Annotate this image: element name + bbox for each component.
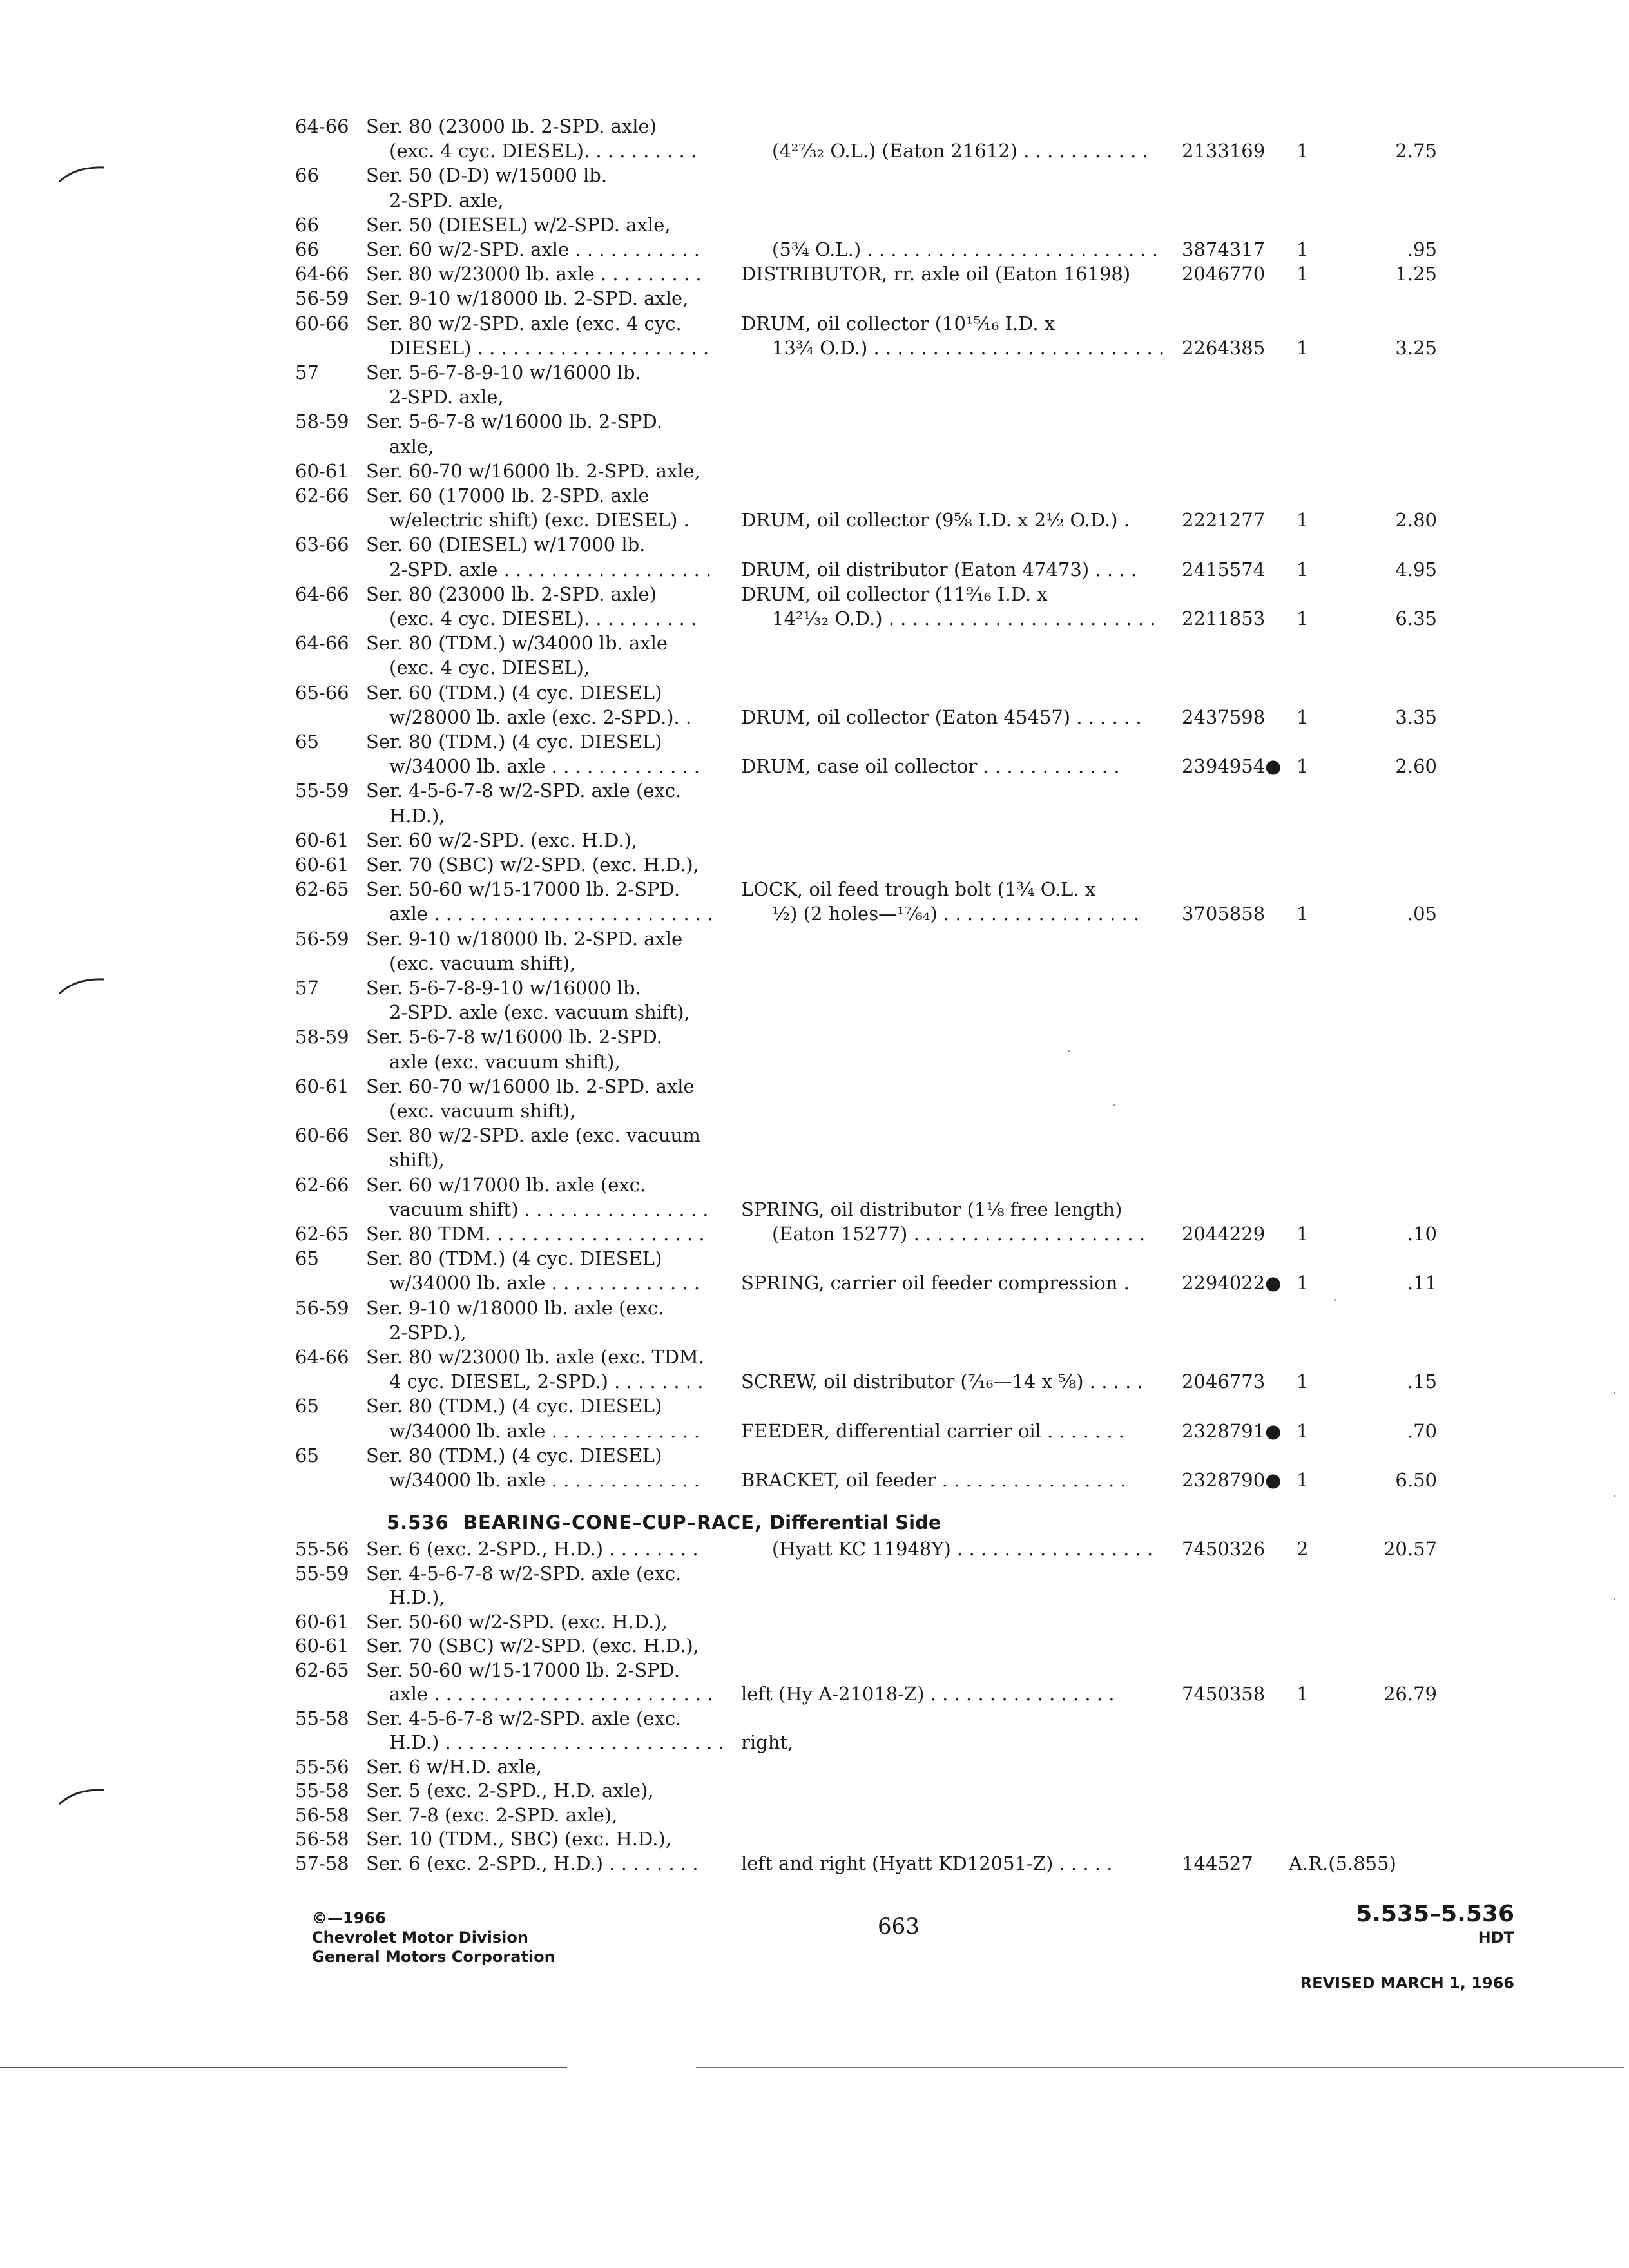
- list-item: [0, 408, 1629, 434]
- list-item: [0, 803, 1629, 829]
- application: Ser. 80 (TDM.) (4 cyc. DIESEL): [366, 731, 662, 753]
- application: Ser. 60-70 w/16000 lb. 2-SPD. axle,: [366, 459, 700, 482]
- division-name: Chevrolet Motor Division: [312, 1928, 528, 1946]
- application: Ser. 10 (TDM., SBC) (exc. H.D.),: [366, 1828, 671, 1850]
- part-number: 2133169: [1182, 140, 1266, 162]
- model-years: 57: [295, 361, 319, 383]
- page-edge-line: [696, 2067, 1624, 2068]
- list-item: [0, 261, 1629, 287]
- application: Ser. 80 (TDM.) (4 cyc. DIESEL): [366, 1247, 662, 1270]
- part-number: 2328791●: [1182, 1419, 1282, 1442]
- list-item: [0, 1802, 1629, 1828]
- list-price: 6.35: [1395, 608, 1437, 629]
- list-item: [0, 1245, 1629, 1271]
- list-price: 26.79: [1383, 1683, 1437, 1705]
- model-years: 64-66: [295, 582, 349, 605]
- model-years: 66: [295, 213, 319, 236]
- list-item: [0, 507, 1629, 533]
- part-number: 2394954●: [1182, 755, 1282, 778]
- application: (exc. 4 cyc. DIESEL). . . . . . . . . .: [389, 608, 697, 629]
- application: Ser. 5-6-7-8-9-10 w/16000 lb.: [366, 977, 641, 999]
- list-item: [0, 212, 1629, 238]
- part-description: SPRING, oil distributor (1⅛ free length): [741, 1198, 1123, 1220]
- list-item: [0, 1584, 1629, 1610]
- application: Ser. 50 (DIESEL) w/2-SPD. axle,: [366, 213, 671, 236]
- part-number: 2211853: [1182, 608, 1266, 629]
- model-years: 60-61: [295, 829, 349, 851]
- quantity: 1: [1296, 1469, 1309, 1491]
- list-item: [0, 311, 1629, 336]
- list-item: [0, 1221, 1629, 1247]
- part-description: (4²⁷⁄₃₂ O.L.) (Eaton 21612) . . . . . . . . . . .: [772, 140, 1148, 162]
- quantity: 1: [1296, 509, 1309, 532]
- application: Ser. 60 w/2-SPD. (exc. H.D.),: [366, 829, 638, 851]
- application: w/28000 lb. axle (exc. 2-SPD.). .: [389, 706, 692, 728]
- application: Ser. 80 (TDM.) w/34000 lb. axle: [366, 632, 668, 655]
- model-years: 62-66: [295, 1173, 349, 1196]
- application: Ser. 4-5-6-7-8 w/2-SPD. axle (exc.: [366, 1707, 682, 1729]
- application: H.D.),: [389, 1586, 445, 1608]
- part-description: DRUM, oil collector (10¹⁵⁄₁₆ I.D. x: [741, 312, 1055, 334]
- list-item: [0, 384, 1629, 410]
- revision-date: REVISED MARCH 1, 1966: [1300, 1974, 1514, 1992]
- application: Ser. 60 w/17000 lb. axle (exc.: [366, 1173, 646, 1196]
- list-item: [0, 778, 1629, 803]
- application: Ser. 50-60 w/15-17000 lb. 2-SPD.: [366, 1658, 680, 1681]
- list-item: [0, 1706, 1629, 1731]
- list-item: [0, 852, 1629, 878]
- application: w/34000 lb. axle . . . . . . . . . . . . .: [389, 1469, 700, 1491]
- part-description: LOCK, oil feed trough bolt (1¾ O.L. x: [741, 878, 1096, 901]
- model-years: 56-59: [295, 287, 349, 310]
- list-price: .70: [1407, 1419, 1437, 1442]
- application: 2-SPD. axle (exc. vacuum shift),: [389, 1001, 690, 1024]
- quantity: 1: [1296, 336, 1309, 359]
- list-price: 2.75: [1395, 140, 1437, 162]
- list-item: [0, 285, 1629, 311]
- scan-speck: [1113, 1104, 1115, 1106]
- scan-speck: [1334, 1299, 1336, 1301]
- list-item: [0, 1850, 1629, 1876]
- application: axle,: [389, 435, 434, 457]
- scan-speck: [1614, 1598, 1615, 1600]
- model-years: 56-58: [295, 1828, 349, 1850]
- application: 2-SPD. axle,: [389, 189, 504, 211]
- list-item: [0, 729, 1629, 754]
- part-description: (Hyatt KC 11948Y) . . . . . . . . . . . . . . . . .: [772, 1538, 1153, 1560]
- application: Ser. 80 w/23000 lb. axle . . . . . . . . .: [366, 263, 702, 285]
- model-years: 55-59: [295, 1562, 349, 1584]
- list-price: .05: [1407, 903, 1437, 925]
- part-description: FEEDER, differential carrier oil . . . . . . .: [741, 1419, 1125, 1442]
- application: (exc. 4 cyc. DIESEL),: [389, 657, 590, 679]
- list-item: [0, 680, 1629, 706]
- model-years: 64-66: [295, 1346, 349, 1368]
- model-years: 60-66: [295, 1124, 349, 1147]
- page-number: 663: [878, 1914, 920, 1939]
- application: shift),: [389, 1149, 445, 1171]
- list-item: [0, 1320, 1629, 1345]
- application: Ser. 80 (TDM.) (4 cyc. DIESEL): [366, 1395, 662, 1418]
- list-item: [0, 434, 1629, 459]
- model-years: 55-56: [295, 1538, 349, 1560]
- application: axle . . . . . . . . . . . . . . . . . . . . . . . .: [389, 1683, 713, 1705]
- list-item: [0, 827, 1629, 853]
- quantity: 1: [1296, 263, 1309, 285]
- part-description: (5¾ O.L.) . . . . . . . . . . . . . . . . . . . . . . . . .: [772, 238, 1159, 260]
- list-item: [0, 557, 1629, 582]
- model-years: 62-65: [295, 1658, 349, 1681]
- model-years: 56-58: [295, 1803, 349, 1826]
- model-years: 60-61: [295, 1635, 349, 1657]
- list-item: [0, 950, 1629, 976]
- quantity: 1: [1296, 755, 1309, 778]
- list-item: [0, 1270, 1629, 1296]
- list-item: [0, 162, 1629, 188]
- list-item: [0, 1049, 1629, 1075]
- part-description: DRUM, case oil collector . . . . . . . . . . . .: [741, 755, 1120, 778]
- application: Ser. 6 (exc. 2-SPD., H.D.) . . . . . . . .: [366, 1538, 699, 1560]
- copyright: ©—1966: [312, 1909, 386, 1927]
- application: w/34000 lb. axle . . . . . . . . . . . . .: [389, 1272, 700, 1294]
- list-price: 20.57: [1383, 1538, 1437, 1560]
- application: Ser. 5-6-7-8-9-10 w/16000 lb.: [366, 361, 641, 383]
- list-item: [0, 532, 1629, 557]
- list-price: 4.95: [1395, 558, 1437, 581]
- quantity: 2: [1296, 1538, 1309, 1560]
- application: vacuum shift) . . . . . . . . . . . . . . . .: [389, 1198, 709, 1220]
- section-subtitle: Differential Side: [769, 1512, 941, 1533]
- application: Ser. 60 (17000 lb. 2-SPD. axle: [366, 485, 650, 506]
- application: Ser. 50-60 w/2-SPD. (exc. H.D.),: [366, 1610, 668, 1633]
- model-years: 60-61: [295, 1610, 349, 1633]
- list-price: .15: [1407, 1370, 1437, 1393]
- part-description: 13¾ O.D.) . . . . . . . . . . . . . . . . . . . . . . . . .: [772, 336, 1165, 359]
- model-years: 64-66: [295, 632, 349, 655]
- model-years: 56-59: [295, 1296, 349, 1319]
- application: Ser. 80 w/2-SPD. axle (exc. 4 cyc.: [366, 312, 682, 334]
- model-years: 62-65: [295, 878, 349, 901]
- application: Ser. 6 w/H.D. axle,: [366, 1755, 542, 1778]
- part-number: 2294022●: [1182, 1272, 1282, 1294]
- application: Ser. 60 (TDM.) (4 cyc. DIESEL): [366, 681, 662, 704]
- model-years: 66: [295, 238, 319, 260]
- part-number: 2046770: [1182, 263, 1266, 285]
- page-edge-line: [0, 2067, 567, 2068]
- section-heading: [387, 1512, 941, 1533]
- model-years: 57-58: [295, 1852, 349, 1874]
- list-price: 1.25: [1395, 263, 1437, 285]
- margin-mark-icon: [57, 973, 108, 999]
- application: 4 cyc. DIESEL, 2-SPD.) . . . . . . . .: [389, 1370, 704, 1393]
- list-item: [0, 876, 1629, 902]
- part-description: DRUM, oil distributor (Eaton 47473) . . . .: [741, 558, 1137, 581]
- application: Ser. 9-10 w/18000 lb. 2-SPD. axle: [366, 927, 683, 950]
- model-years: 65: [295, 1247, 319, 1270]
- list-item: [0, 630, 1629, 656]
- list-item: [0, 1443, 1629, 1468]
- list-item: [0, 1172, 1629, 1198]
- application: Ser. 80 (TDM.) (4 cyc. DIESEL): [366, 1444, 662, 1466]
- quantity: 1: [1296, 1419, 1309, 1442]
- application: H.D.) . . . . . . . . . . . . . . . . . . . . . . . .: [389, 1731, 724, 1753]
- model-years: 62-66: [295, 485, 349, 506]
- model-years: 66: [295, 164, 319, 187]
- part-number: 2437598: [1182, 706, 1266, 728]
- part-description: DRUM, oil collector (Eaton 45457) . . . . . .: [741, 706, 1142, 728]
- quantity: 1: [1296, 238, 1309, 260]
- scan-speck: [1614, 1392, 1615, 1394]
- application: Ser. 70 (SBC) w/2-SPD. (exc. H.D.),: [366, 854, 699, 876]
- model-years: 55-56: [295, 1755, 349, 1778]
- model-years: 60-61: [295, 459, 349, 482]
- application: Ser. 5-6-7-8 w/16000 lb. 2-SPD.: [366, 1026, 662, 1048]
- model-years: 64-66: [295, 115, 349, 137]
- list-item: [0, 483, 1629, 508]
- part-description: 14²¹⁄₃₂ O.D.) . . . . . . . . . . . . . . . . . . . . . . .: [772, 608, 1156, 629]
- application: Ser. 50 (D-D) w/15000 lb.: [366, 164, 608, 187]
- quantity: 1: [1296, 1370, 1309, 1393]
- list-item: [0, 1681, 1629, 1707]
- list-item: [0, 999, 1629, 1025]
- list-price: 2.80: [1395, 509, 1437, 532]
- list-price: 3.25: [1395, 336, 1437, 359]
- scan-speck: [1614, 1495, 1615, 1497]
- part-number: 3705858: [1182, 903, 1266, 925]
- quantity: 1: [1296, 1272, 1309, 1294]
- model-years: 58-59: [295, 410, 349, 433]
- list-item: [0, 1196, 1629, 1222]
- list-item: [0, 236, 1629, 262]
- model-years: 62-65: [295, 1223, 349, 1245]
- part-description: BRACKET, oil feeder . . . . . . . . . . . . . . . .: [741, 1469, 1126, 1491]
- model-years: 60-61: [295, 854, 349, 876]
- quantity: 1: [1296, 608, 1309, 629]
- application: (exc. vacuum shift),: [389, 952, 576, 974]
- part-number: 2415574: [1182, 558, 1266, 581]
- list-item: [0, 1418, 1629, 1444]
- quantity: 1: [1296, 140, 1309, 162]
- list-item: [0, 1098, 1629, 1124]
- publisher-block: [312, 1908, 555, 1966]
- margin-mark-icon: [57, 1783, 108, 1809]
- list-item: [0, 335, 1629, 361]
- list-item: [0, 753, 1629, 779]
- model-years: 55-59: [295, 780, 349, 802]
- application: Ser. 80 TDM. . . . . . . . . . . . . . . . . . .: [366, 1223, 705, 1245]
- model-years: 57: [295, 977, 319, 999]
- list-item: [0, 926, 1629, 952]
- application: (exc. 4 cyc. DIESEL). . . . . . . . . .: [389, 140, 697, 162]
- application: 2-SPD. axle . . . . . . . . . . . . . . . . . .: [389, 558, 712, 581]
- application: Ser. 70 (SBC) w/2-SPD. (exc. H.D.),: [366, 1635, 699, 1657]
- model-years: 55-58: [295, 1780, 349, 1802]
- application: H.D.),: [389, 804, 445, 827]
- quantity: 1: [1296, 1683, 1309, 1705]
- list-item: [0, 1754, 1629, 1780]
- part-number: 2264385: [1182, 336, 1266, 359]
- quantity: 1: [1296, 1223, 1309, 1245]
- list-item: [0, 187, 1629, 213]
- part-description: (Eaton 15277) . . . . . . . . . . . . . . . . . . . .: [772, 1223, 1146, 1245]
- application: Ser. 60 (DIESEL) w/17000 lb.: [366, 533, 646, 556]
- application: Ser. 80 w/2-SPD. axle (exc. vacuum: [366, 1124, 700, 1147]
- application: Ser. 7-8 (exc. 2-SPD. axle),: [366, 1803, 618, 1826]
- list-item: [0, 1344, 1629, 1370]
- list-item: [0, 1369, 1629, 1394]
- corporation-name: General Motors Corporation: [312, 1948, 555, 1966]
- application: w/electric shift) (exc. DIESEL) .: [389, 509, 689, 532]
- list-item: [0, 1073, 1629, 1099]
- list-item: [0, 1147, 1629, 1173]
- application: Ser. 5-6-7-8 w/16000 lb. 2-SPD.: [366, 410, 662, 433]
- part-description: DRUM, oil collector (9⅝ I.D. x 2½ O.D.) .: [741, 509, 1130, 532]
- list-item: [0, 458, 1629, 484]
- part-number: 2328790●: [1182, 1469, 1282, 1491]
- application: axle . . . . . . . . . . . . . . . . . . . . . . . .: [389, 903, 713, 925]
- application: Ser. 60-70 w/16000 lb. 2-SPD. axle: [366, 1075, 695, 1097]
- model-years: 64-66: [295, 263, 349, 285]
- application: w/34000 lb. axle . . . . . . . . . . . . .: [389, 1419, 700, 1442]
- list-item: [0, 1536, 1629, 1562]
- model-years: 58-59: [295, 1026, 349, 1048]
- section-range: 5.535–5.536: [1356, 1901, 1514, 1927]
- application: Ser. 5 (exc. 2-SPD., H.D. axle),: [366, 1780, 654, 1802]
- margin-mark-icon: [57, 161, 108, 187]
- model-years: 65-66: [295, 681, 349, 704]
- application: 2-SPD.),: [389, 1321, 467, 1343]
- list-item: [0, 581, 1629, 607]
- scan-speck: [1068, 1050, 1070, 1052]
- application: Ser. 60 w/2-SPD. axle . . . . . . . . . . .: [366, 238, 700, 260]
- list-price: 6.50: [1395, 1469, 1437, 1491]
- model-years: 60-66: [295, 312, 349, 334]
- application: Ser. 4-5-6-7-8 w/2-SPD. axle (exc.: [366, 1562, 682, 1584]
- part-description: SPRING, carrier oil feeder compression .: [741, 1272, 1130, 1294]
- application: w/34000 lb. axle . . . . . . . . . . . . .: [389, 755, 700, 778]
- list-item: [0, 1561, 1629, 1586]
- list-item: [0, 1467, 1629, 1493]
- part-number: 7450358: [1182, 1683, 1266, 1705]
- part-number: 2221277: [1182, 509, 1266, 532]
- list-item: [0, 1729, 1629, 1755]
- model-years: 60-61: [295, 1075, 349, 1097]
- model-years: 56-59: [295, 927, 349, 950]
- section-title: BEARING–CONE–CUP–RACE,: [463, 1512, 762, 1533]
- list-item: [0, 655, 1629, 680]
- part-description: right,: [741, 1731, 794, 1753]
- list-item: [0, 113, 1629, 139]
- list-item: [0, 138, 1629, 164]
- application: Ser. 80 (23000 lb. 2-SPD. axle): [366, 115, 657, 137]
- list-item: [0, 1778, 1629, 1803]
- part-description: left (Hy A-21018-Z) . . . . . . . . . . . . . . . .: [741, 1683, 1115, 1705]
- model-code: HDT: [1478, 1928, 1514, 1946]
- part-number: 144527: [1182, 1852, 1253, 1874]
- part-description: SCREW, oil distributor (⁷⁄₁₆—14 x ⅝) . . . . .: [741, 1370, 1143, 1393]
- model-years: 63-66: [295, 533, 349, 556]
- part-description: left and right (Hyatt KD12051-Z) . . . . .: [741, 1852, 1113, 1874]
- list-item: [0, 704, 1629, 730]
- part-number: 7450326: [1182, 1538, 1266, 1560]
- model-years: 65: [295, 1444, 319, 1466]
- application: DIESEL) . . . . . . . . . . . . . . . . . . . .: [389, 336, 709, 359]
- list-item: [0, 1393, 1629, 1419]
- list-item: [0, 1609, 1629, 1635]
- list-price: .10: [1407, 1223, 1437, 1245]
- application: Ser. 80 w/23000 lb. axle (exc. TDM.: [366, 1346, 704, 1368]
- application: Ser. 6 (exc. 2-SPD., H.D.) . . . . . . . .: [366, 1852, 699, 1874]
- application: Ser. 9-10 w/18000 lb. axle (exc.: [366, 1296, 664, 1319]
- list-item: [0, 901, 1629, 927]
- list-price: 3.35: [1395, 706, 1437, 728]
- list-item: [0, 1024, 1629, 1050]
- model-years: 65: [295, 1395, 319, 1418]
- quantity: 1: [1296, 706, 1309, 728]
- part-number: 2044229: [1182, 1223, 1266, 1245]
- list-price: .95: [1407, 238, 1437, 260]
- list-price: 2.60: [1395, 755, 1437, 778]
- list-item: [0, 1295, 1629, 1321]
- list-item: [0, 360, 1629, 385]
- list-price: .11: [1407, 1272, 1437, 1294]
- quantity: 1: [1296, 558, 1309, 581]
- application: 2-SPD. axle,: [389, 386, 504, 408]
- application: Ser. 9-10 w/18000 lb. 2-SPD. axle,: [366, 287, 689, 310]
- part-number: 3874317: [1182, 238, 1266, 260]
- list-item: [0, 1122, 1629, 1148]
- application: Ser. 50-60 w/15-17000 lb. 2-SPD.: [366, 878, 680, 901]
- list-item: [0, 1657, 1629, 1683]
- model-years: 55-58: [295, 1707, 349, 1729]
- quantity-price: A.R.(5.855): [1289, 1852, 1396, 1874]
- part-description: DISTRIBUTOR, rr. axle oil (Eaton 16198): [741, 263, 1131, 285]
- list-item: [0, 606, 1629, 631]
- model-years: 65: [295, 731, 319, 753]
- application: axle (exc. vacuum shift),: [389, 1050, 621, 1073]
- list-item: [0, 975, 1629, 1001]
- part-description: DRUM, oil collector (11⁹⁄₁₆ I.D. x: [741, 582, 1048, 605]
- part-description: ½) (2 holes—¹⁷⁄₆₄) . . . . . . . . . . . . . . . . .: [772, 903, 1140, 925]
- part-number: 2046773: [1182, 1370, 1266, 1393]
- section-number: 5.536: [387, 1512, 449, 1533]
- application: Ser. 4-5-6-7-8 w/2-SPD. axle (exc.: [366, 780, 682, 802]
- quantity: 1: [1296, 903, 1309, 925]
- application: (exc. vacuum shift),: [389, 1100, 576, 1122]
- application: Ser. 80 (23000 lb. 2-SPD. axle): [366, 582, 657, 605]
- section-range-block: [1295, 1901, 1514, 1947]
- list-item: [0, 1633, 1629, 1658]
- list-item: [0, 1826, 1629, 1852]
